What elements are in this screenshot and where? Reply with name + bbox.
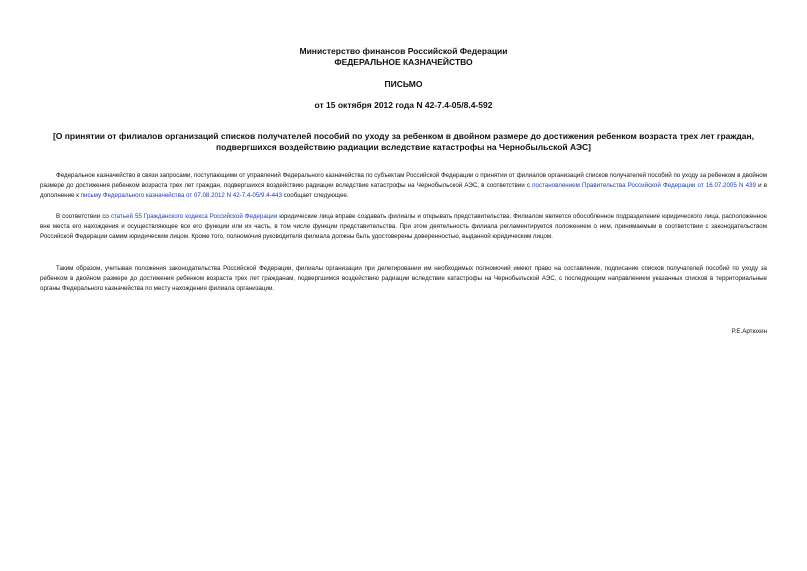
paragraph-2-text-b: юридические лица вправе создавать филиалы и открывать представительства. Филиалом является обособленное подразделение юридического лица, расположенное вне места его нахождения и осуществляющее все его функции или их часть, в том числе функции представительства. При этом деятельность филиала регламентируется положением о нем, принимаемым в соответствии с законодательством Российской Федерации самим юридическим лицом. Кроме того, полномочия руководителя филиала должны быть удостоверены доверенностью, выданной юридическим лицом.: [40, 213, 767, 241]
link-government-decree-439[interactable]: постановлением Правительства Российской Федерации от 16.07.2005 N 439: [532, 182, 756, 190]
link-treasury-letter-443[interactable]: письму Федерального казначейства от 07.08.2012 N 42-7.4-05/9.4-443: [80, 192, 282, 200]
paragraph-1-text-c: сообщает следующее.: [281, 192, 349, 200]
paragraph-3: Таким образом, учитывая положения законодательства Российской Федерации, филиалы организации при делегировании им необходимых полномочий имеют право на составление, подписание списков получателей пособий по уходу за ребенком в двойном размере до достижения ребенком возраста трех лет гражданам, подвергшимся воздействию радиации вследствие катастрофы на Чернобыльской АЭС, с последующим направлением указанных списков в территориальные органы Федерального казначейства по месту нахождения филиала организации.: [40, 265, 767, 293]
signature: Р.Е.Артюхин: [731, 328, 767, 335]
document-type: ПИСЬМО: [384, 79, 423, 89]
paragraph-2: [40, 212, 767, 243]
agency-name: ФЕДЕРАЛЬНОЕ КАЗНАЧЕЙСТВО: [334, 57, 473, 67]
document-date-number: от 15 октября 2012 года N 42-7.4-05/8.4-592: [314, 100, 493, 110]
paragraph-1-text-b: и в дополнение к: [40, 182, 768, 200]
document-subject: [О принятии от филиалов организаций списков получателей пособий по уходу за ребенком в двойном размере до достижения ребенком возраста трех лет граждан, подвергшихся воздействию радиации вследствие катастрофы на Чернобыльской АЭС]: [52, 131, 755, 152]
paragraph-1: [40, 171, 767, 202]
ministry-name: Министерство финансов Российской Федерации: [299, 46, 508, 56]
paragraph-1-text-a: Федеральное казначейство в связи запросами, поступающими от управлений Федерального казначейства по субъектам Российской Федерации о принятии от филиалов организаций списков получателей пособий по уходу за ребенком в двойном размере до достижения ребенком возраста трех лет граждан, подвергшихся воздействию радиации вследствие катастрофы на Чернобыльской АЭС, в соответствии с: [40, 172, 767, 190]
link-civil-code-article-55[interactable]: статьей 55 Гражданского кодекса Российской Федерации: [110, 213, 278, 220]
paragraph-2-text-a: В соответствии со: [56, 213, 111, 220]
